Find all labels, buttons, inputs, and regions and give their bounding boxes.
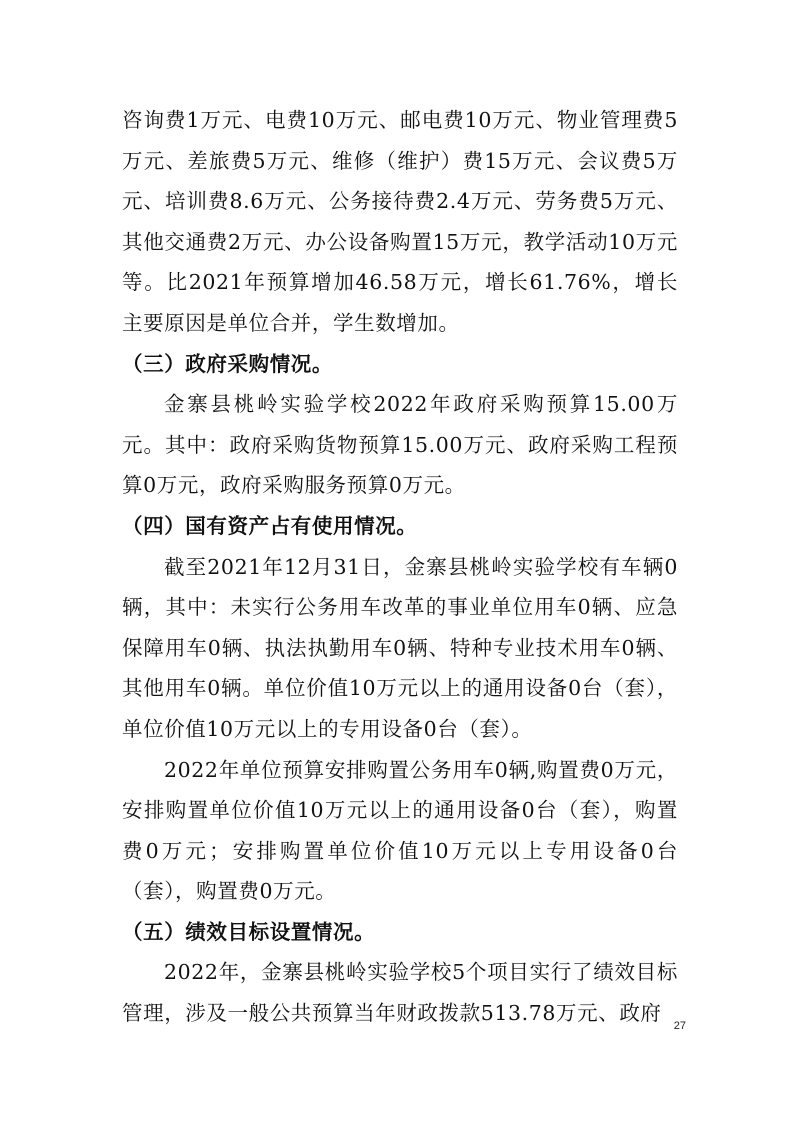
heading-performance-targets: （五）绩效目标设置情况。	[122, 919, 376, 944]
paragraph-state-assets: 截至2021年12月31日，金寨县桃岭实验学校有车辆0辆，其中：未实行公务用车改革的事业单位用车0辆、应急保障用车0辆、执法执勤用车0辆、特种专业技术用车0辆、其他用车0辆。单位价值10万元以上的通用设备0台（套），单位价值10万元以上的专用设备0台（套）。	[122, 554, 678, 741]
heading-government-procurement: （三）政府采购情况。	[122, 351, 333, 376]
paragraph-expenditure-details: 咨询费1万元、电费10万元、邮电费10万元、物业管理费5万元、差旅费5万元、维修（维护）费15万元、会议费5万元、培训费8.6万元、公务接待费2.4万元、劳务费5万元、其他交通费2万元、办公设备购置15万元，教学活动10万元等。比2021年预算增加46.58万元，增长61.76%，增长主要原因是单位合并，学生数增加。	[122, 108, 678, 335]
heading-state-assets: （四）国有资产占有使用情况。	[122, 513, 418, 538]
paragraph-government-procurement: 金寨县桃岭实验学校2022年政府采购预算15.00万元。其中：政府采购货物预算15.00万元、政府采购工程预算0万元，政府采购服务预算0万元。	[122, 392, 678, 498]
paragraph-performance-targets: 2022年，金寨县桃岭实验学校5个项目实行了绩效目标管理，涉及一般公共预算当年财政拨款513.78万元、政府	[122, 960, 678, 1026]
page-body	[122, 100, 678, 1034]
paragraph-purchase-plan: 2022年单位预算安排购置公务用车0辆,购置费0万元，安排购置单位价值10万元以上的通用设备0台（套），购置费0万元；安排购置单位价值10万元以上专用设备0台（套），购置费0万元。	[122, 757, 678, 904]
page-number: 27	[673, 1020, 686, 1032]
